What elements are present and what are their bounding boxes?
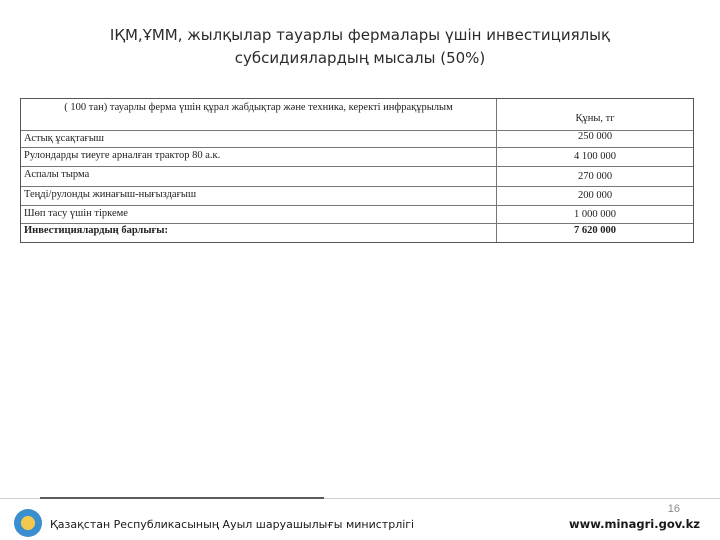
website-link[interactable]: www.minagri.gov.kz	[569, 517, 700, 531]
row-divider	[21, 166, 693, 167]
title-line-1: ІҚМ,ҰММ, жылқылар тауарлы фермалары үшін инвестициялық	[109, 26, 611, 44]
row-name: Рулондарды тиеуге арналған трактор 80 а.к.	[24, 150, 221, 161]
row-divider	[21, 205, 693, 206]
ministry-name: Қазақстан Республикасының Ауыл шаруашылығы министрлігі	[50, 518, 415, 531]
row-name: Аспалы тырма	[24, 169, 90, 180]
row-price: 1 000 000	[574, 209, 616, 220]
title-line-2: субсидиялардың мысалы (50%)	[234, 49, 486, 67]
kazakhstan-emblem-icon	[14, 509, 42, 537]
header-item: ( 100 тан) тауарлы ферма үшін құрал жабдықтар және техника, керекті инфрақұрылым	[64, 102, 453, 113]
total-name: Инвестициялардың барлығы:	[24, 225, 168, 236]
row-divider	[21, 223, 693, 224]
investment-table	[20, 98, 694, 243]
footer-accent-bar	[40, 497, 324, 499]
row-name: Шөп тасу үшін тіркеме	[24, 208, 128, 219]
row-name: Астық ұсақтағыш	[24, 133, 104, 144]
row-price: 270 000	[577, 171, 613, 182]
row-divider	[21, 147, 693, 148]
row-price: 4 100 000	[574, 151, 616, 162]
row-name: Теңді/рулонды жинағыш-нығыздағыш	[24, 189, 197, 200]
page-number: 16	[667, 503, 680, 515]
row-price: 200 000	[577, 190, 613, 201]
slide-title	[60, 24, 660, 70]
row-divider	[21, 186, 693, 187]
row-price: 250 000	[577, 131, 613, 142]
total-price: 7 620 000	[574, 225, 616, 236]
header-price: Құны, тг	[575, 113, 615, 124]
